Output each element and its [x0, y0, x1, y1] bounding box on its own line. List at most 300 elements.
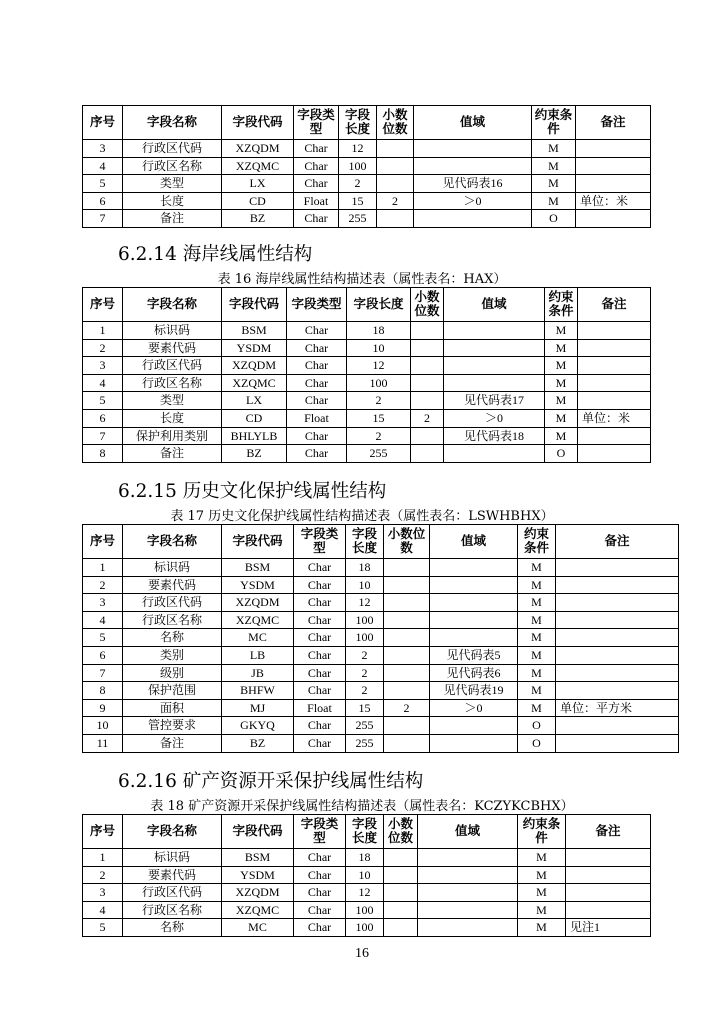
cell-decimal [384, 717, 430, 735]
cell-decimal [411, 427, 444, 445]
cell-length: 100 [346, 901, 384, 919]
cell-code: XZQDM [222, 884, 294, 902]
cell-length: 100 [347, 374, 411, 392]
cell-type: Char [294, 717, 346, 735]
table-row [83, 322, 651, 340]
cell-constraint: M [518, 594, 556, 612]
cell-name: 要素代码 [123, 339, 222, 357]
cell-code: XZQMC [222, 901, 294, 919]
cell-type: Char [294, 140, 339, 158]
cell-length: 100 [346, 919, 384, 937]
cell-decimal [411, 339, 444, 357]
cell-note [556, 717, 679, 735]
cell-seq: 7 [83, 427, 123, 445]
cell-range [444, 339, 545, 357]
cell-type: Char [287, 322, 347, 340]
cell-note [556, 594, 679, 612]
cell-seq: 11 [83, 734, 123, 752]
cell-decimal [384, 919, 418, 937]
cell-name: 要素代码 [123, 576, 222, 594]
cell-constraint: M [518, 629, 556, 647]
cell-note [578, 339, 651, 357]
cell-range [430, 594, 518, 612]
cell-range [430, 717, 518, 735]
cell-constraint: M [518, 576, 556, 594]
cell-range [444, 357, 545, 375]
header-code: 字段代码 [222, 106, 294, 140]
section-heading-6-2-15: 6.2.15 历史文化保护线属性结构 [118, 481, 387, 502]
header-decimal: 小数位数 [384, 815, 418, 849]
cell-name: 行政区名称 [123, 901, 222, 919]
cell-name: 长度 [123, 409, 222, 427]
table-row [83, 682, 679, 700]
table-18 [82, 814, 651, 937]
cell-type: Char [287, 339, 347, 357]
cell-constraint: M [532, 192, 576, 210]
cell-length: 2 [346, 682, 384, 700]
cell-range [444, 445, 545, 463]
cell-seq: 6 [83, 409, 123, 427]
cell-note: 见注1 [566, 919, 651, 937]
table-17 [82, 524, 679, 753]
cell-constraint: M [545, 357, 578, 375]
table-row [83, 339, 651, 357]
cell-note [578, 392, 651, 410]
cell-seq: 1 [83, 849, 123, 867]
cell-length: 2 [347, 392, 411, 410]
header-note: 备注 [576, 106, 651, 140]
table-row [83, 734, 679, 752]
cell-decimal [411, 357, 444, 375]
cell-seq: 5 [83, 392, 123, 410]
cell-seq: 4 [83, 157, 123, 175]
cell-decimal [384, 611, 430, 629]
cell-seq: 6 [83, 192, 123, 210]
cell-note [578, 445, 651, 463]
cell-constraint: M [532, 175, 576, 193]
cell-code: BHFW [222, 682, 294, 700]
cell-seq: 1 [83, 322, 123, 340]
header-name: 字段名称 [123, 525, 222, 559]
header-note: 备注 [578, 288, 651, 322]
cell-note [556, 646, 679, 664]
cell-name: 保护利用类别 [123, 427, 222, 445]
header-range: 值域 [414, 106, 532, 140]
header-length: 字段长度 [346, 815, 384, 849]
cell-note [556, 559, 679, 577]
cell-decimal [411, 322, 444, 340]
cell-code: JB [222, 664, 294, 682]
cell-type: Char [294, 664, 346, 682]
cell-length: 100 [339, 157, 377, 175]
cell-length: 100 [346, 629, 384, 647]
cell-constraint: M [518, 901, 566, 919]
cell-length: 255 [339, 210, 377, 228]
cell-name: 类型 [123, 392, 222, 410]
cell-note [576, 210, 651, 228]
cell-type: Char [294, 629, 346, 647]
cell-code: BSM [222, 559, 294, 577]
header-decimal: 小数位数 [411, 288, 444, 322]
cell-type: Char [294, 682, 346, 700]
cell-type: Char [294, 919, 346, 937]
cell-decimal [384, 664, 430, 682]
cell-constraint: M [518, 866, 566, 884]
header-decimal: 小数位数 [377, 106, 414, 140]
cell-note [556, 734, 679, 752]
cell-length: 2 [339, 175, 377, 193]
table-caption-16: 表 16 海岸线属性结构描述表（属性表名：HAX） [217, 272, 507, 287]
cell-decimal: 2 [384, 699, 430, 717]
cell-type: Char [294, 559, 346, 577]
cell-name: 行政区名称 [123, 374, 222, 392]
cell-note [578, 357, 651, 375]
cell-constraint: M [518, 559, 556, 577]
header-length: 字段长度 [347, 288, 411, 322]
cell-note [556, 682, 679, 700]
cell-code: XZQMC [222, 374, 287, 392]
cell-decimal [384, 629, 430, 647]
header-code: 字段代码 [222, 815, 294, 849]
header-name: 字段名称 [123, 106, 222, 140]
cell-decimal [377, 210, 414, 228]
cell-name: 行政区名称 [123, 157, 222, 175]
cell-name: 面积 [123, 699, 222, 717]
cell-range [418, 866, 518, 884]
cell-note [566, 901, 651, 919]
cell-name: 标识码 [123, 849, 222, 867]
cell-seq: 3 [83, 884, 123, 902]
cell-name: 行政区代码 [123, 140, 222, 158]
table-caption-18: 表 18 矿产资源开采保护线属性结构描述表（属性表名：KCZYKCBHX） [150, 799, 574, 814]
cell-range [430, 611, 518, 629]
cell-seq: 8 [83, 682, 123, 700]
cell-code: MJ [222, 699, 294, 717]
cell-seq: 2 [83, 339, 123, 357]
cell-range: ＞0 [430, 699, 518, 717]
header-constraint: 约束条件 [545, 288, 578, 322]
cell-range: 见代码表16 [414, 175, 532, 193]
cell-length: 18 [346, 559, 384, 577]
header-type: 字段类型 [294, 106, 339, 140]
cell-decimal [384, 866, 418, 884]
header-constraint: 约束条件 [518, 525, 556, 559]
table-row [83, 559, 679, 577]
cell-note: 单位：米 [578, 409, 651, 427]
cell-name: 标识码 [123, 559, 222, 577]
table-row [83, 192, 651, 210]
cell-note [566, 884, 651, 902]
cell-seq: 10 [83, 717, 123, 735]
cell-decimal: 2 [411, 409, 444, 427]
table-row [83, 849, 651, 867]
table-16 [82, 287, 651, 463]
cell-length: 255 [347, 445, 411, 463]
cell-note [578, 427, 651, 445]
cell-type: Char [294, 210, 339, 228]
cell-code: XZQMC [222, 611, 294, 629]
cell-seq: 5 [83, 175, 123, 193]
cell-code: LX [222, 392, 287, 410]
cell-code: BZ [222, 445, 287, 463]
cell-note [556, 629, 679, 647]
header-code: 字段代码 [222, 288, 287, 322]
cell-seq: 3 [83, 140, 123, 158]
header-name: 字段名称 [123, 815, 222, 849]
table-row [83, 594, 679, 612]
cell-length: 2 [347, 427, 411, 445]
cell-seq: 1 [83, 559, 123, 577]
cell-decimal [384, 849, 418, 867]
table-row [83, 445, 651, 463]
cell-constraint: M [545, 427, 578, 445]
cell-note [578, 322, 651, 340]
cell-range: ＞0 [414, 192, 532, 210]
table-row [83, 140, 651, 158]
cell-name: 类型 [123, 175, 222, 193]
cell-type: Float [294, 699, 346, 717]
cell-name: 名称 [123, 629, 222, 647]
table-row [83, 210, 651, 228]
header-note: 备注 [556, 525, 679, 559]
cell-constraint: M [545, 339, 578, 357]
cell-constraint: M [518, 919, 566, 937]
cell-range [418, 884, 518, 902]
cell-code: YSDM [222, 339, 287, 357]
cell-type: Float [294, 192, 339, 210]
cell-note [556, 576, 679, 594]
cell-code: CD [222, 192, 294, 210]
cell-name: 行政区名称 [123, 611, 222, 629]
cell-name: 备注 [123, 734, 222, 752]
cell-name: 备注 [123, 210, 222, 228]
cell-type: Char [287, 427, 347, 445]
header-range: 值域 [430, 525, 518, 559]
cell-decimal [384, 682, 430, 700]
cell-constraint: O [518, 717, 556, 735]
cell-seq: 5 [83, 629, 123, 647]
cell-length: 15 [347, 409, 411, 427]
cell-code: BZ [222, 210, 294, 228]
header-code: 字段代码 [222, 525, 294, 559]
cell-name: 长度 [123, 192, 222, 210]
header-type: 字段类型 [294, 815, 346, 849]
cell-note [576, 175, 651, 193]
cell-range: 见代码表18 [444, 427, 545, 445]
cell-length: 2 [346, 646, 384, 664]
cell-code: BZ [222, 734, 294, 752]
cell-seq: 2 [83, 576, 123, 594]
cell-type: Char [294, 611, 346, 629]
header-seq: 序号 [83, 288, 123, 322]
cell-name: 行政区代码 [123, 357, 222, 375]
table-row [83, 717, 679, 735]
cell-length: 10 [346, 576, 384, 594]
cell-range [444, 322, 545, 340]
cell-length: 2 [346, 664, 384, 682]
page-number: 16 [355, 946, 369, 961]
header-length: 字段长度 [346, 525, 384, 559]
cell-length: 15 [339, 192, 377, 210]
cell-length: 12 [346, 884, 384, 902]
cell-name: 保护范围 [123, 682, 222, 700]
cell-length: 10 [347, 339, 411, 357]
header-note: 备注 [566, 815, 651, 849]
cell-type: Char [294, 866, 346, 884]
cell-length: 12 [346, 594, 384, 612]
header-name: 字段名称 [123, 288, 222, 322]
cell-type: Char [294, 576, 346, 594]
cell-seq: 7 [83, 664, 123, 682]
cell-constraint: O [545, 445, 578, 463]
header-range: 值域 [418, 815, 518, 849]
cell-length: 18 [347, 322, 411, 340]
cell-decimal [384, 594, 430, 612]
cell-note: 单位：米 [576, 192, 651, 210]
header-range: 值域 [444, 288, 545, 322]
table-row [83, 576, 679, 594]
section-heading-6-2-14: 6.2.14 海岸线属性结构 [118, 244, 313, 265]
cell-decimal [384, 884, 418, 902]
cell-decimal [384, 901, 418, 919]
cell-seq: 4 [83, 374, 123, 392]
cell-seq: 7 [83, 210, 123, 228]
cell-code: YSDM [222, 576, 294, 594]
table-row [83, 374, 651, 392]
cell-type: Float [287, 409, 347, 427]
cell-name: 管控要求 [123, 717, 222, 735]
cell-code: BHLYLB [222, 427, 287, 445]
table-row [83, 901, 651, 919]
table-continued [82, 105, 651, 228]
cell-name: 标识码 [123, 322, 222, 340]
cell-range: 见代码表17 [444, 392, 545, 410]
cell-decimal [411, 392, 444, 410]
table-row [83, 699, 679, 717]
cell-range [430, 576, 518, 594]
header-length: 字段长度 [339, 106, 377, 140]
cell-type: Char [294, 594, 346, 612]
cell-code: MC [222, 919, 294, 937]
cell-decimal [377, 140, 414, 158]
cell-type: Char [287, 374, 347, 392]
cell-constraint: M [545, 392, 578, 410]
cell-length: 100 [346, 611, 384, 629]
cell-type: Char [294, 901, 346, 919]
cell-code: YSDM [222, 866, 294, 884]
table-caption-17: 表 17 历史文化保护线属性结构描述表（属性表名：LSWHBHX） [170, 509, 554, 524]
cell-constraint: M [545, 322, 578, 340]
header-type: 字段类型 [287, 288, 347, 322]
cell-range [418, 901, 518, 919]
section-heading-6-2-16: 6.2.16 矿产资源开采保护线属性结构 [118, 771, 424, 792]
cell-seq: 3 [83, 357, 123, 375]
cell-type: Char [294, 157, 339, 175]
table-row [83, 629, 679, 647]
cell-decimal [384, 576, 430, 594]
header-seq: 序号 [83, 106, 123, 140]
cell-note [556, 664, 679, 682]
cell-note [576, 157, 651, 175]
cell-type: Char [287, 357, 347, 375]
cell-range [444, 374, 545, 392]
cell-note [578, 374, 651, 392]
cell-constraint: M [518, 884, 566, 902]
cell-length: 255 [346, 717, 384, 735]
cell-code: XZQDM [222, 357, 287, 375]
cell-constraint: O [518, 734, 556, 752]
header-decimal: 小数位数 [384, 525, 430, 559]
table-row [83, 157, 651, 175]
header-seq: 序号 [83, 815, 123, 849]
cell-length: 255 [346, 734, 384, 752]
header-seq: 序号 [83, 525, 123, 559]
cell-constraint: M [518, 682, 556, 700]
table-row [83, 611, 679, 629]
cell-decimal [384, 646, 430, 664]
cell-code: CD [222, 409, 287, 427]
header-constraint: 约束条件 [518, 815, 566, 849]
table-row [83, 919, 651, 937]
cell-type: Char [294, 175, 339, 193]
cell-range [414, 140, 532, 158]
cell-range: 见代码表19 [430, 682, 518, 700]
cell-type: Char [294, 734, 346, 752]
cell-seq: 4 [83, 611, 123, 629]
cell-constraint: M [545, 374, 578, 392]
cell-type: Char [287, 392, 347, 410]
cell-range [418, 919, 518, 937]
table-row [83, 884, 651, 902]
cell-length: 12 [347, 357, 411, 375]
cell-seq: 9 [83, 699, 123, 717]
cell-decimal [377, 157, 414, 175]
cell-code: LX [222, 175, 294, 193]
cell-range [430, 559, 518, 577]
table-row [83, 392, 651, 410]
cell-type: Char [294, 849, 346, 867]
cell-decimal: 2 [377, 192, 414, 210]
cell-constraint: M [545, 409, 578, 427]
cell-constraint: M [518, 849, 566, 867]
cell-code: XZQDM [222, 140, 294, 158]
cell-constraint: M [518, 699, 556, 717]
cell-length: 15 [346, 699, 384, 717]
table-row [83, 646, 679, 664]
cell-constraint: M [518, 646, 556, 664]
cell-decimal [384, 734, 430, 752]
header-type: 字段类型 [294, 525, 346, 559]
cell-range: 见代码表6 [430, 664, 518, 682]
cell-decimal [411, 374, 444, 392]
cell-range [414, 157, 532, 175]
table-row [83, 357, 651, 375]
cell-note [566, 849, 651, 867]
table-row [83, 427, 651, 445]
cell-seq: 6 [83, 646, 123, 664]
cell-name: 备注 [123, 445, 222, 463]
cell-type: Char [287, 445, 347, 463]
cell-decimal [411, 445, 444, 463]
cell-name: 要素代码 [123, 866, 222, 884]
cell-note: 单位：平方米 [556, 699, 679, 717]
cell-constraint: M [518, 611, 556, 629]
cell-seq: 3 [83, 594, 123, 612]
cell-length: 10 [346, 866, 384, 884]
cell-range: ＞0 [444, 409, 545, 427]
cell-length: 12 [339, 140, 377, 158]
table-row [83, 866, 651, 884]
